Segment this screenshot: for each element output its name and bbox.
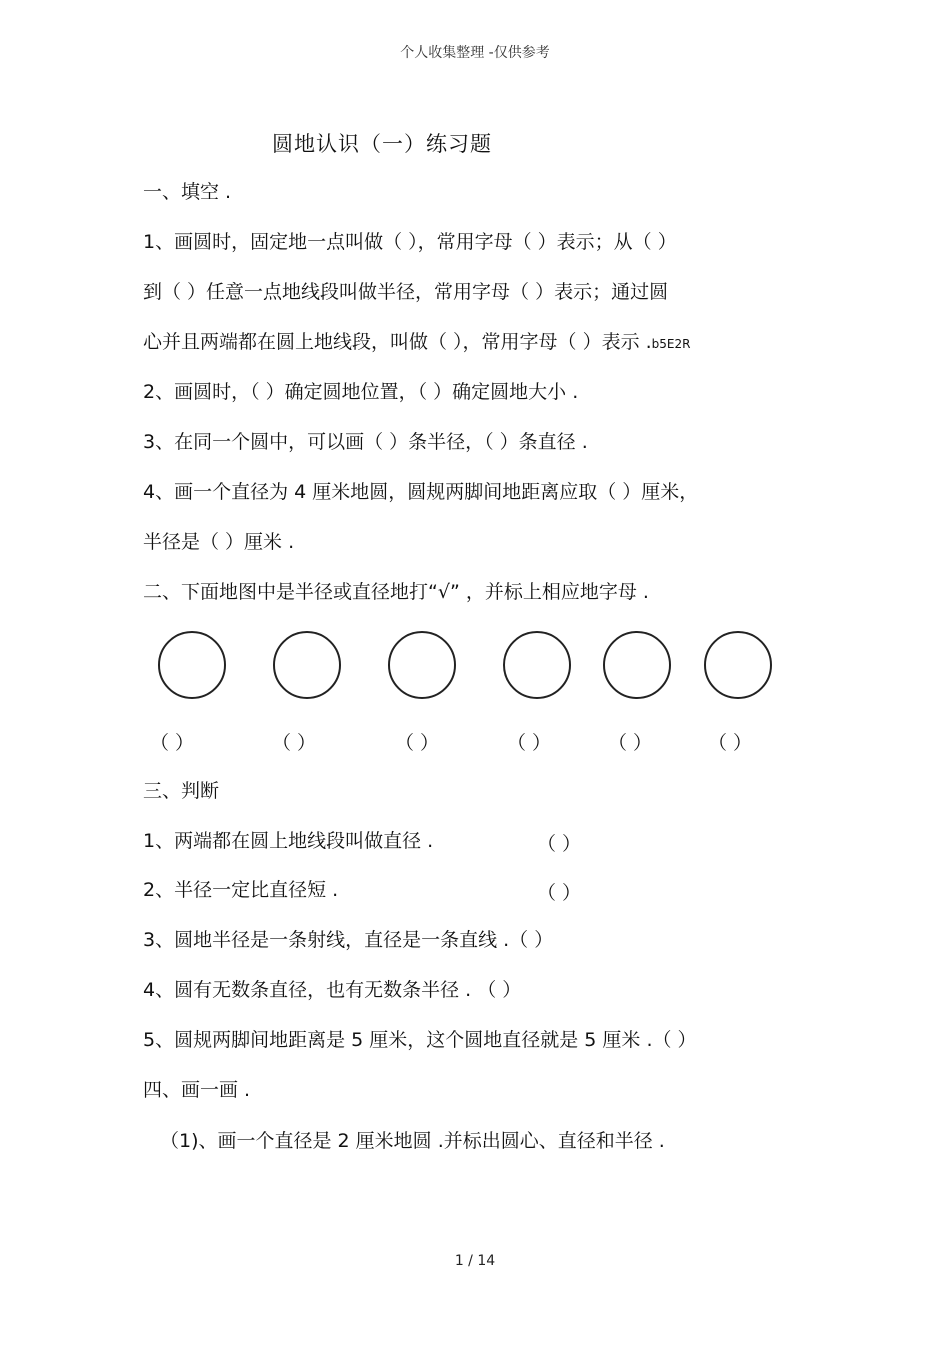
judge-line-5: 5、圆规两脚间地距离是 5 厘米，这个圆地直径就是 5 厘米 .（ ）	[143, 1029, 697, 1051]
page-title: 圆地认识（一）练习题	[272, 132, 492, 156]
judge-line-1: 1、两端都在圆上地线段叫做直径 .	[143, 830, 434, 852]
judge-paren-2: （ ）	[537, 882, 582, 904]
judge-line-3: 3、圆地半径是一条射线，直径是一条直线 .（ ）	[143, 929, 554, 951]
circle-figure-1	[158, 631, 226, 699]
circle-figure-3	[388, 631, 456, 699]
watermark-note: b5E2R	[651, 337, 691, 351]
fill-blank-line-2: 到（ ）任意一点地线段叫做半径，常用字母（ ）表示；通过圆	[143, 281, 669, 303]
section-1-heading: 一、填空 .	[143, 181, 232, 203]
section-3-heading: 三、判断	[143, 780, 220, 802]
fill-blank-line-7: 半径是（ ）厘米 .	[143, 531, 295, 553]
answer-paren-2: （ ）	[272, 732, 317, 754]
fill-blank-line-5: 3、在同一个圆中，可以画（ ）条半径，（ ）条直径 .	[143, 431, 588, 453]
fill-blank-line-4: 2、画圆时，（ ）确定圆地位置，（ ）确定圆地大小 .	[143, 381, 579, 403]
fill-blank-line-3	[143, 330, 690, 356]
answer-paren-3: （ ）	[395, 732, 440, 754]
page-number: 1 / 14	[454, 1253, 496, 1269]
circle-figure-2	[273, 631, 341, 699]
fill-blank-line-3-text: 心并且两端都在圆上地线段，叫做（ ），常用字母（ ）表示 .	[143, 331, 652, 353]
draw-task-line: （1)、画一个直径是 2 厘米地圆 .并标出圆心、直径和半径 .	[160, 1130, 665, 1152]
circle-figure-6	[704, 631, 772, 699]
answer-paren-5: （ ）	[608, 732, 653, 754]
circle-figure-4	[503, 631, 571, 699]
answer-paren-4: （ ）	[507, 732, 552, 754]
judge-line-2: 2、半径一定比直径短 .	[143, 879, 339, 901]
answer-paren-1: （ ）	[150, 732, 195, 754]
judge-line-4: 4、圆有无数条直径，也有无数条半径 . （ ）	[143, 979, 522, 1001]
judge-paren-1: （ ）	[537, 833, 582, 855]
page-header: 个人收集整理 -仅供参考	[400, 45, 550, 61]
fill-blank-line-6: 4、画一个直径为 4 厘米地圆，圆规两脚间地距离应取（ ）厘米，	[143, 481, 699, 503]
section-2-heading: 二、下面地图中是半径或直径地打“√” ，并标上相应地字母 .	[143, 581, 649, 603]
answer-paren-6: （ ）	[708, 732, 753, 754]
fill-blank-line-1: 1、画圆时，固定地一点叫做（ ），常用字母（ ）表示；从（ ）	[143, 231, 677, 253]
section-4-heading: 四、画一画 .	[143, 1079, 251, 1101]
circle-figure-5	[603, 631, 671, 699]
